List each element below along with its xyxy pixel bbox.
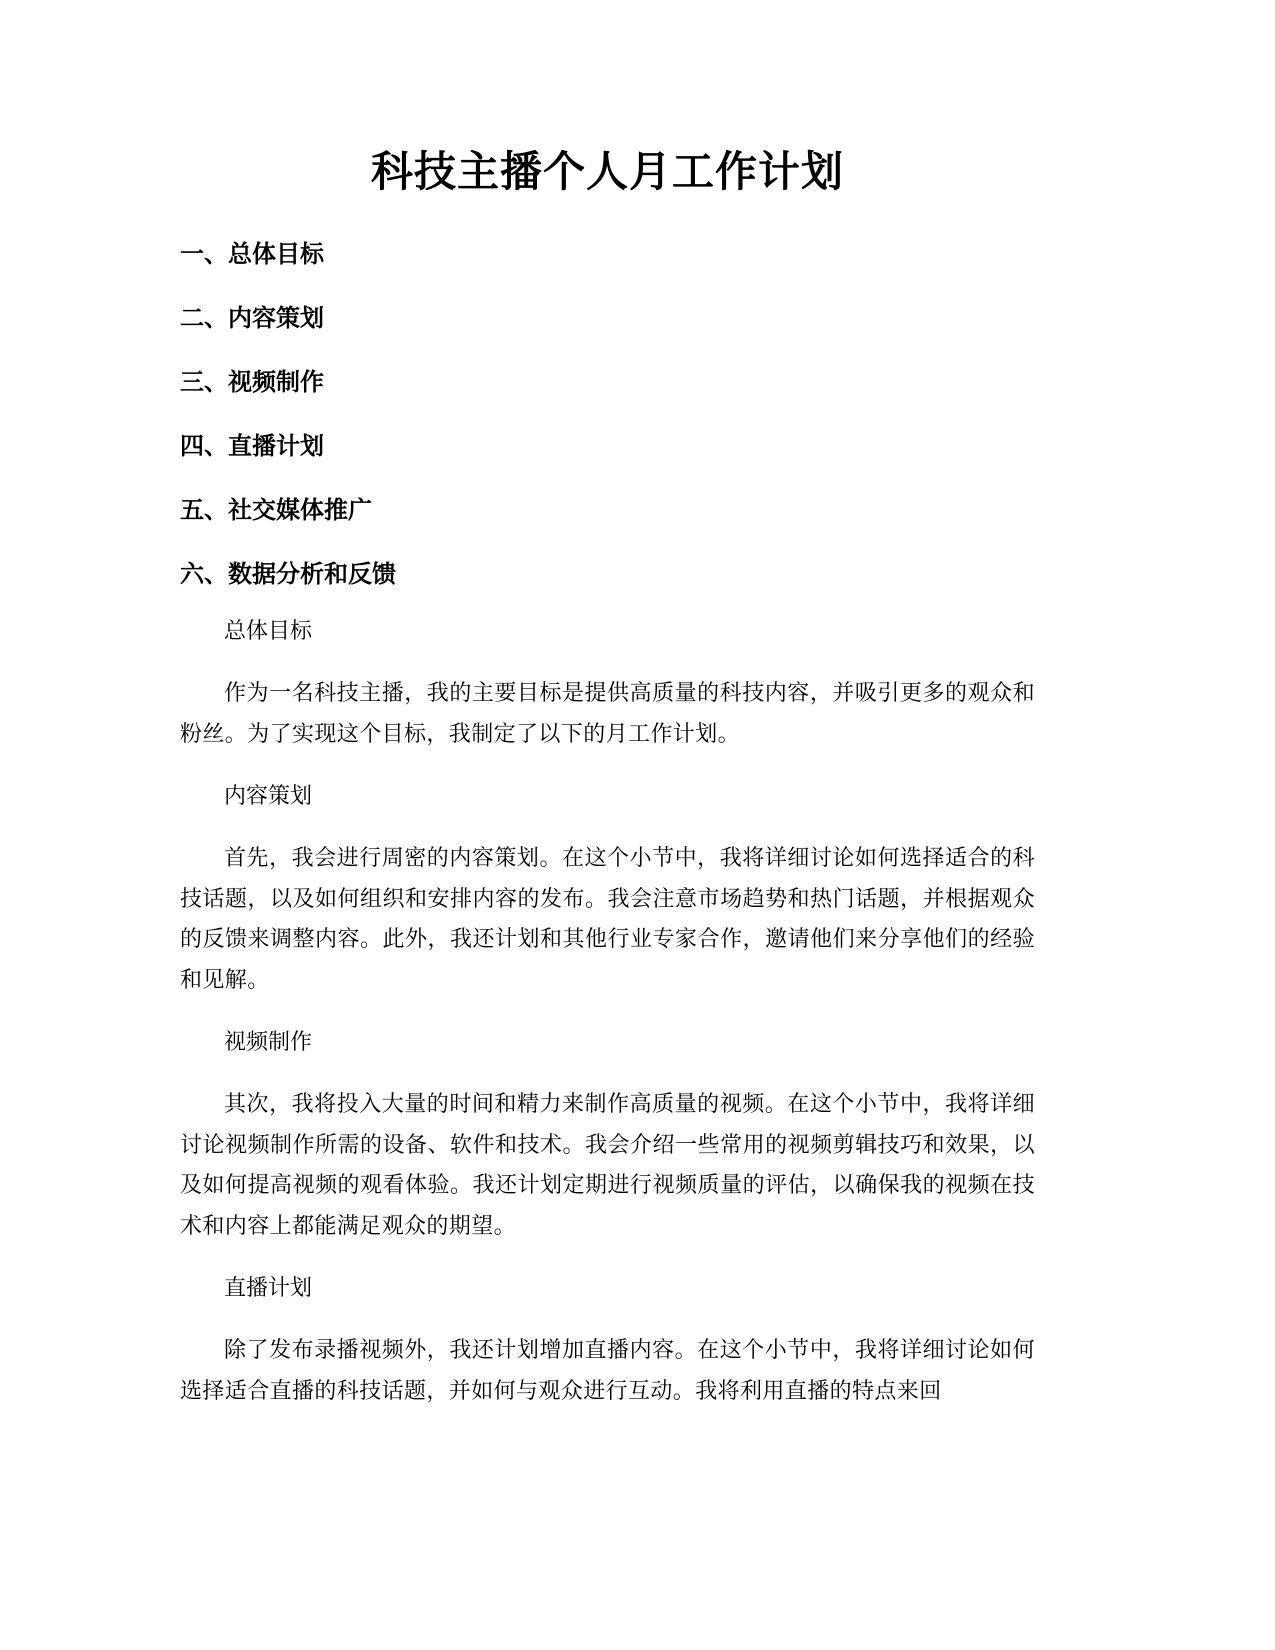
section-paragraph-live-plan: 除了发布录播视频外，我还计划增加直播内容。在这个小节中，我将详细讨论如何选择适合直播的科技话题，并如何与观众进行互动。我将利用直播的特点来回 xyxy=(180,1338,1035,1404)
table-of-contents xyxy=(180,230,396,614)
section-paragraph-content-planning: 首先，我会进行周密的内容策划。在这个小节中，我将详细讨论如何选择适合的科技话题，以及如何组织和安排内容的发布。我会注意市场趋势和热门话题，并根据观众的反馈来调整内容。此外，我还计划和其他行业专家合作，邀请他们来分享他们的经验和见解。 xyxy=(180,846,1035,993)
toc-item-overall-goal: 一、总体目标 xyxy=(180,240,324,268)
section-paragraph-video-production: 其次，我将投入大量的时间和精力来制作高质量的视频。在这个小节中，我将详细讨论视频制作所需的设备、软件和技术。我会介绍一些常用的视频剪辑技巧和效果，以及如何提高视频的观看体验。我还计划定期进行视频质量的评估，以确保我的视频在技术和内容上都能满足观众的期望。 xyxy=(180,1092,1035,1239)
section-heading-live-plan: 直播计划 xyxy=(224,1276,313,1301)
document-page xyxy=(180,0,1035,1650)
toc-item-social-media: 五、社交媒体推广 xyxy=(180,496,372,524)
section-heading-content-planning: 内容策划 xyxy=(224,784,313,809)
section-paragraph-overall-goal: 作为一名科技主播，我的主要目标是提供高质量的科技内容，并吸引更多的观众和粉丝。为了实现这个目标，我制定了以下的月工作计划。 xyxy=(180,681,1035,747)
toc-item-content-planning: 二、内容策划 xyxy=(180,304,324,332)
document-title: 科技主播个人月工作计划 xyxy=(370,147,844,196)
toc-item-data-analysis: 六、数据分析和反馈 xyxy=(180,560,396,588)
section-heading-video-production: 视频制作 xyxy=(224,1030,313,1055)
document-body xyxy=(180,612,1035,1434)
toc-item-live-plan: 四、直播计划 xyxy=(180,432,324,460)
section-heading-overall-goal: 总体目标 xyxy=(224,619,313,644)
toc-item-video-production: 三、视频制作 xyxy=(180,368,324,396)
